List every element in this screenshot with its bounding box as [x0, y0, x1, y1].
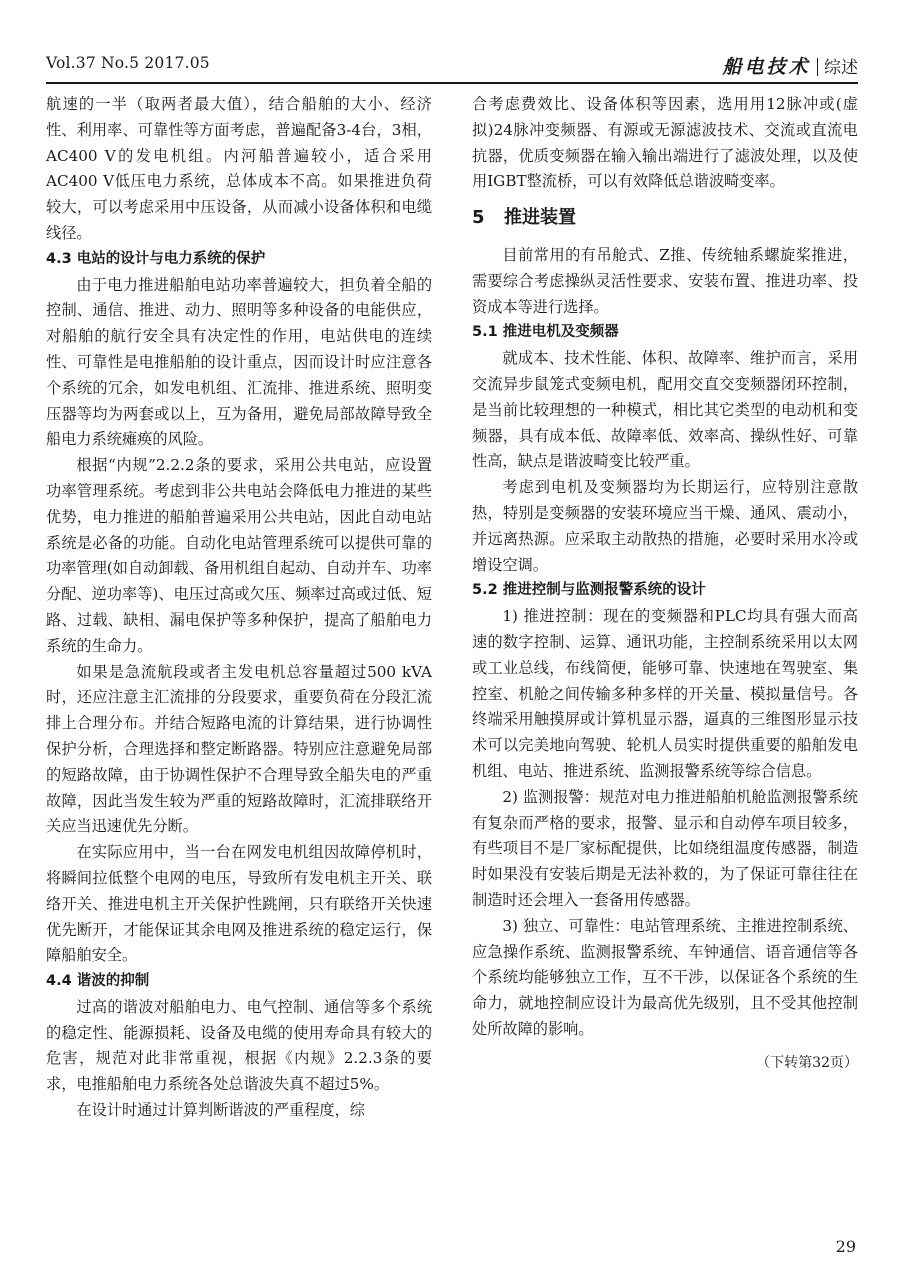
page-number: 29 [835, 1237, 856, 1256]
paragraph: 由于电力推进船舶电站功率普遍较大，担负着全船的控制、通信、推进、动力、照明等多种设备的电能供应，对船舶的航行安全具有决定性的作用，电站供电的连续性、可靠性是电推船舶的设计重点，因而设计时应注意各个系统的冗余，如发电机组、汇流排、推进系统、照明变压器等均为两套或以上，互为备用，避免局部故障导致全船电力系统瘫痪的风险。 [46, 275, 432, 449]
left-column [46, 92, 432, 1124]
paragraph: 3) 独立、可靠性：电站管理系统、主推进控制系统、应急操作系统、监测报警系统、车钟通信、语音通信等各个系统均能够独立工作，互不干涉，以保证各个系统的生命力，就地控制应设计为最高优先级别，且不受其他控制处所故障的影响。 [472, 916, 858, 1038]
running-header [46, 52, 858, 80]
paragraph: 在实际应用中，当一台在网发电机组因故障停机时，将瞬间拉低整个电网的电压，导致所有发电机主开关、联络开关、推进电机主开关保护性跳闸，只有联络开关快速优先断开，才能保证其余电网及推进系统的稳定运行，保障船舶安全。 [46, 843, 432, 965]
subsection-heading: 4.3 电站的设计与电力系统的保护 [46, 250, 266, 267]
paragraph: 1) 推进控制：现在的变频器和PLC均具有强大而高速的数字控制、运算、通讯功能，主控制系统采用以太网或工业总线，布线简便，能够可靠、快速地在驾驶室、集控室、机舱之间传输多种多样的开关量、模拟量信号。各终端采用触摸屏或计算机显示器，逼真的三维图形显示技术可以完美地向驾驶、轮机人员实时提供重要的船舶发电机组、电站、推进系统、监测报警系统等综合信息。 [472, 607, 858, 780]
paragraph: 过高的谐波对船舶电力、电气控制、通信等多个系统的稳定性、能源损耗、设备及电缆的使用寿命具有较大的危害，规范对此非常重视，根据《内规》2.2.3条的要求，电推船舶电力系统各处总谐波失真不超过5%。 [46, 997, 432, 1094]
paragraph: 合考虑费效比、设备体积等因素，选用用12脉冲或(虚拟)24脉冲变频器、有源或无源滤波技术、交流或直流电抗器，优质变频器在输入输出端进行了滤波处理，以及使用IGBT整流桥，可以有效降低总谐波畸变率。 [472, 95, 858, 191]
subsection-heading: 4.4 谐波的抑制 [46, 973, 150, 990]
paragraph: 如果是急流航段或者主发电机总容量超过500 kVA时，还应注意主汇流排的分段要求，重要负荷在分段汇流排上合理分布。并结合短路电流的计算结果，进行协调性保护分析，合理选择和整定断路器。特别应注意避免局部的短路故障，由于协调性保护不合理导致全船失电的严重故障，因此当发生较为严重的短路故障时，汇流排联络开关应当迅速优先分断。 [46, 662, 432, 836]
header-rule [46, 82, 858, 84]
section-heading [472, 205, 858, 231]
right-column [472, 92, 858, 1076]
journal-brand: 船电技术 [722, 56, 811, 78]
paragraph: 根据“内规”2.2.2条的要求，采用公共电站，应设置功率管理系统。考虑到非公共电站会降低电力推进的某些优势，电力推进的船舶普遍采用公共电站，因此自动电站系统是必备的功能。自动化电站管理系统可以提供可靠的功率管理(如自动卸载、备用机组自起动、自动并车、功率分配、逆功率等)、电压过高或欠压、频率过高或过低、短路、过载、缺相、漏电保护等多种保护，提高了船舶电力系统的生命力。 [46, 456, 432, 655]
paragraph: 考虑到电机及变频器均为长期运行，应特别注意散热，特别是变频器的安装环境应当干燥、通风、震动小，并远离热源。应采取主动散热的措施，必要时采用水冷或增设空调。 [472, 478, 858, 574]
section-title: 推进装置 [504, 207, 576, 229]
journal-volume-info: Vol.37 No.5 2017.05 [46, 54, 210, 72]
paragraph: 就成本、技术性能、体积、故障率、维护而言，采用交流异步鼠笼式变频电机，配用交直交变频器闭环控制，是当前比较理想的一种模式，相比其它类型的电动机和变频器，具有成本低、故障率低、效率高、操纵性好、可靠性高，缺点是谐波畸变比较严重。 [472, 349, 858, 471]
paragraph: 目前常用的有吊舱式、Z推、传统轴系螺旋桨推进，需要综合考虑操纵灵活性要求、安装布置、推进功率、投资成本等进行选择。 [472, 245, 858, 316]
journal-brand-block [722, 52, 858, 79]
subsection-heading: 5.1 推进电机及变频器 [472, 324, 619, 341]
section-number: 5 [472, 207, 485, 229]
continued-note: （下转第32页） [756, 1054, 858, 1071]
subsection-heading: 5.2 推进控制与监测报警系统的设计 [472, 582, 706, 599]
paragraph: 航速的一半（取两者最大值），结合船舶的大小、经济性、利用率、可靠性等方面考虑，普遍配备3-4台，3相，AC400 V的发电机组。内河船普遍较小，适合采用AC400 V低压电力系统，总体成本不高。如果推进负荷较大，可以考虑采用中压设备，从而减小设备体积和电缆线径。 [46, 95, 432, 242]
paragraph: 2) 监测报警：规范对电力推进船舶机舱监测报警系统有复杂而严格的要求，报警、显示和自动停车项目较多，有些项目不是厂家标配提供，比如绕组温度传感器，制造时如果没有安装后期是无法补救的，为了保证可靠往往在制造时还会埋入一套备用传感器。 [472, 787, 858, 909]
paragraph: 在设计时通过计算判断谐波的严重程度，综 [76, 1101, 365, 1120]
section-label: 综述 [824, 58, 858, 78]
header-divider [817, 58, 819, 76]
